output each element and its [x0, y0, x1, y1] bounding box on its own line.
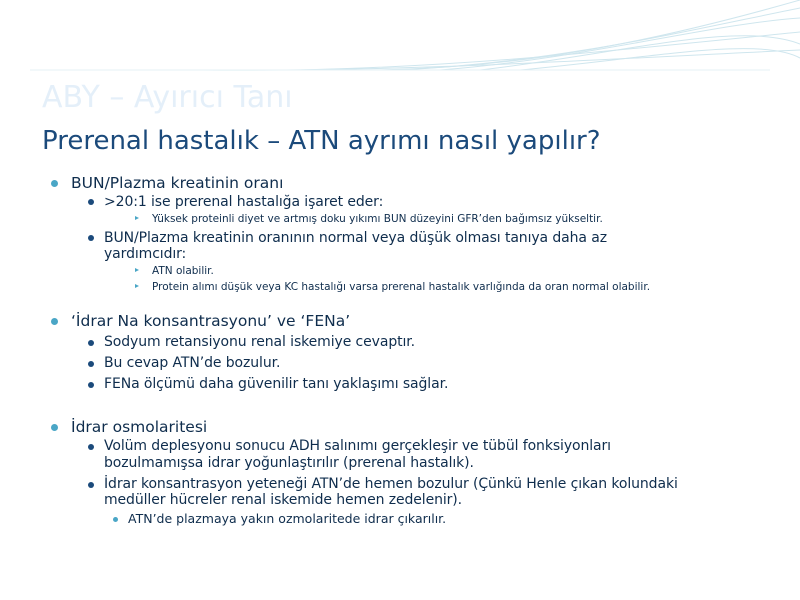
arrow-bullet-icon [135, 268, 139, 272]
list-subitem: ATN’de plazmaya yakın ozmolaritede idrar çıkarılır. [128, 511, 447, 526]
list-item-continuation: medüller hücreler renal iskemide hemen zedelenir). [104, 492, 463, 508]
list-item: Bu cevap ATN’de bozulur. [104, 355, 281, 371]
bullet-icon [88, 199, 94, 205]
slide-heading: ABY – Ayırıcı Tanı [42, 80, 293, 115]
bullet-icon [88, 235, 94, 241]
list-item: İdrar konsantrasyon yeteneği ATN’de hemen bozulur (Çünkü Henle çıkan kolundaki [104, 476, 678, 492]
arrow-bullet-icon [135, 284, 139, 288]
bullet-icon [113, 517, 118, 522]
bullet-icon [88, 361, 94, 367]
section-title: ‘İdrar Na konsantrasyonu’ ve ‘FENa’ [71, 312, 351, 330]
list-item: BUN/Plazma kreatinin oranının normal veya düşük olması tanıya daha az [104, 230, 607, 246]
section-title: İdrar osmolaritesi [71, 418, 208, 436]
bullet-icon [51, 424, 58, 431]
list-item: >20:1 ise prerenal hastalığa işaret eder: [104, 194, 384, 210]
arrow-bullet-icon [135, 216, 139, 220]
list-item-continuation: yardımcıdır: [104, 246, 187, 262]
list-item: Sodyum retansiyonu renal iskemiye cevaptır. [104, 334, 416, 350]
bullet-icon [51, 180, 58, 187]
bullet-icon [51, 318, 58, 325]
list-item: FENa ölçümü daha güvenilir tanı yaklaşımı sağlar. [104, 376, 449, 392]
list-subitem: ATN olabilir. [152, 265, 214, 277]
list-item-continuation: bozulmamışsa idrar yoğunlaştırılır (prerenal hastalık). [104, 455, 474, 471]
section-title: BUN/Plazma kreatinin oranı [71, 174, 284, 192]
bullet-icon [88, 382, 94, 388]
bullet-icon [88, 340, 94, 346]
slide-subheading: Prerenal hastalık – ATN ayrımı nasıl yapılır? [42, 126, 601, 156]
list-item: Volüm deplesyonu sonucu ADH salınımı gerçekleşir ve tübül fonksiyonları [104, 438, 611, 454]
bullet-icon [88, 482, 94, 488]
list-subitem: Protein alımı düşük veya KC hastalığı varsa prerenal hastalık varlığında da oran normal olabilir. [152, 281, 651, 293]
bullet-icon [88, 444, 94, 450]
list-subitem: Yüksek proteinli diyet ve artmış doku yıkımı BUN düzeyini GFR’den bağımsız yükseltir. [152, 213, 603, 225]
